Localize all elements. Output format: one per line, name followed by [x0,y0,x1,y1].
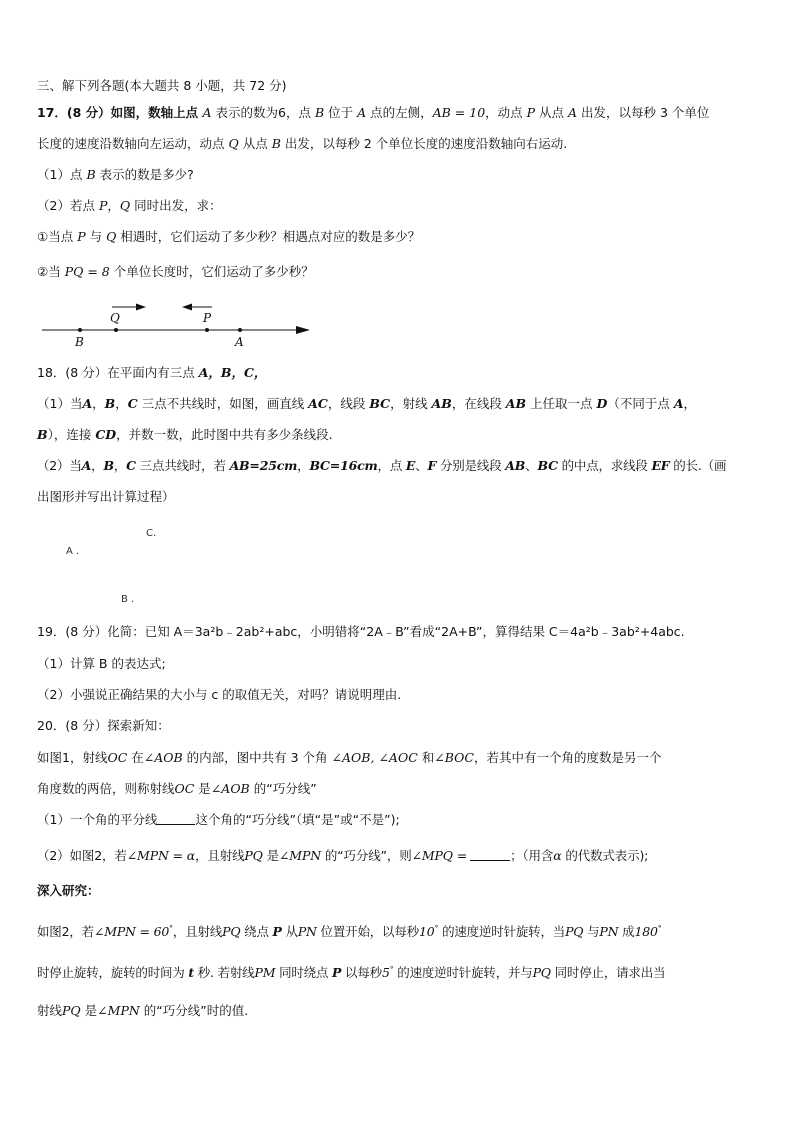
answer-blank-2[interactable] [470,848,510,861]
q18-point-B: B . [121,594,135,605]
q20-text: 位置开始，以每秒 [316,924,419,940]
q18-text: 分别是线段 [436,458,506,473]
q17-text: 相遇时，它们运动了多少秒？相遇点对应的数是多少？ [116,229,421,244]
math-angle-MPQ: ∠MPQ = [411,848,468,863]
math-Q: Q [228,136,239,151]
q18-text: ， [92,396,105,411]
math-BC: BC [369,396,391,411]
math-eq: PQ = 8 [64,264,110,279]
q18-text: ），连接 [47,427,96,442]
q20-line-9 [37,1003,248,1019]
q20-text: 同时绕点 [275,965,333,981]
math-angle-BOC: ∠BOC [434,750,474,765]
q18-point-C: C. [146,528,157,539]
q20-text: ，且射线 [195,848,245,863]
q17-text: 从点 [535,105,569,120]
degree-symbol: ° [657,924,662,933]
q17-text: 出发，以每秒 2 个单位长度的速度沿数轴向右运动. [280,136,568,151]
q20-text: 的“巧分线” [249,781,317,796]
q20-text: 这个角的“巧分线”（填“是”或“不是”); [195,812,400,827]
q18-text: ， [297,458,310,473]
q20-text: （2）如图2，若 [37,848,127,863]
label-A: A [235,335,244,349]
q17-text: 位于 [324,105,358,120]
q18-text: 18．(8 分）在平面内有三点 [37,365,199,380]
q18-text: 上任取一点 [526,396,597,411]
math-CD: CD [95,427,117,442]
q20-text: 的速度逆时针旋转，当 [438,924,566,940]
q20-line-8 [37,962,665,981]
q17-line-3 [37,167,194,183]
degree-symbol: ° [434,924,439,933]
q17-line-5 [37,229,420,245]
q17-text: ， [107,198,120,213]
math-P: P [332,965,342,981]
math-angle-AOB: ∠AOB, [331,750,375,765]
q17-text: 17．(8 分）如图，数轴上点 [37,105,203,120]
math-OC: OC [107,750,128,765]
math-OC: OC [174,781,195,796]
label-Q: Q [110,311,120,325]
math-AB-length: AB=25cm [229,458,298,473]
q20-text: 是 [194,781,211,796]
math-P: P [77,229,86,244]
q18-line-3 [37,427,333,443]
math-B: B [37,427,48,442]
q20-text: 的“巧分线”，则 [321,848,412,863]
math-D: D [596,396,608,411]
math-angle-MPN: ∠MPN [278,848,321,863]
q19-line-2: （1）计算 B 的表达式; [37,656,166,671]
q18-text: 的长.（画 [669,458,727,473]
q18-text: ，射线 [390,396,432,411]
math-PQ: PQ [222,924,241,940]
q20-text: ，若其中有一个角的度数是另一个 [473,750,662,765]
q17-line-4 [37,198,222,214]
degree-symbol: ° [169,924,173,933]
q20-text: 是 [80,1003,98,1018]
math-PQ: PQ [532,965,551,981]
math-5: 5 [381,965,390,981]
q18-text: ，线段 [327,396,370,411]
q18-text: （不同于点 [607,396,674,411]
q18-point-A: A . [66,546,80,557]
q17-text: ①当点 [37,229,78,244]
q20-text: 同时停止，请求出当 [550,965,666,981]
q19-line-1: 19．(8 分）化简：已知 A＝3a²b﹣2ab²+abc，小明错将“2A﹣B”看成“2A+B”，算得结果 C＝4a²b﹣3ab²+4abc. [37,624,685,639]
math-A: A [357,105,367,120]
q17-text: 出发，以每秒 3 个单位 [577,105,710,120]
q20-text: 射线 [37,1003,63,1018]
q17-text: 个单位长度时，它们运动了多少秒？ [109,264,314,279]
q19-line-3: （2）小强说正确结果的大小与 c 的取值无关，对吗？请说明理由. [37,687,402,702]
q18-text: ， [683,396,697,411]
arrow-left-head [182,304,192,311]
math-A: A [81,458,92,473]
q17-text: 与 [85,229,107,244]
math-AC: AC [308,396,328,411]
point-A-dot [238,328,242,332]
math-C: C [127,396,138,411]
math-P: P [272,924,282,940]
q17-text: 长度的速度沿数轴向左运动，动点 [37,136,229,151]
q20-text: 是 [262,848,279,863]
math-E: E [405,458,416,473]
q20-text: 成 [618,924,635,940]
math-B: B [103,458,114,473]
math-A: A [202,105,212,120]
arrow-right-head [136,304,146,311]
q17-text: （1）点 [37,167,87,182]
q20-text: ，且射线 [172,924,223,940]
answer-blank-1[interactable] [157,812,195,825]
math-C: C [126,458,136,473]
q17-line-2 [37,136,567,152]
point-Q-dot [114,328,118,332]
q17-text: 同时出发，求： [130,198,222,213]
q20-text: 秒. 若射线 [193,965,255,981]
math-P: P [98,198,108,213]
q17-text: 从点 [238,136,272,151]
q20-line-2 [37,750,662,766]
q18-text: ，在线段 [451,396,506,411]
math-180: 180 [634,924,658,940]
label-B: B [75,335,84,349]
q20-text: 的“巧分线”时的值. [139,1003,249,1018]
q20-line-3 [37,781,317,797]
math-AB: AB [431,396,452,411]
q20-line-5 [37,848,648,864]
q17-text: 点的左侧， [366,105,433,120]
point-P-dot [205,328,209,332]
math-points: A，B，C， [198,365,267,380]
q18-text: （2）当 [37,458,82,473]
math-eq: AB = 10 [432,105,486,120]
q20-text: 在 [127,750,144,765]
section-title: 三、解下列各题(本大题共 8 小题，共 72 分) [37,78,287,93]
q20-text: ；（用含 [510,848,554,863]
q20-text: 如图2，若 [37,924,94,940]
q18-text: ， [113,458,127,473]
math-B: B [104,396,116,411]
math-B: B [86,167,96,182]
q20-text: 角度数的两倍，则称射线 [37,781,175,796]
math-B: B [271,136,281,151]
math-AB: AB [505,396,527,411]
q20-text: 从 [281,924,298,940]
q18-text: ， [91,458,104,473]
math-Q: Q [119,198,131,213]
math-PQ: PQ [62,1003,81,1018]
math-angle-AOB: ∠AOB [143,750,183,765]
q18-text: ，点 [377,458,406,473]
q17-text: 表示的数为6，点 [211,105,315,120]
q18-text: 三点不共线时，如图，画直线 [137,396,309,411]
math-BC: BC [537,458,558,473]
q17-line-1 [37,105,709,121]
label-P: P [203,311,212,325]
math-PQ: PQ [565,924,584,940]
math-PQ: PQ [244,848,263,863]
math-P: P [526,105,536,120]
q18-text: 、 [415,458,428,473]
q20-text: 和 [417,750,435,765]
math-EF: EF [651,458,670,473]
number-line-arrowhead [296,326,310,334]
q20-line-7 [37,921,662,940]
q17-text: ，动点 [485,105,527,120]
math-Q: Q [106,229,117,244]
q17-line-6 [37,264,314,280]
q20-text: 与 [583,924,600,940]
math-AB: AB [505,458,526,473]
q20-text: 的内部，图中共有 3 个角 [182,750,332,765]
math-angle-MPN-60: ∠MPN = 60 [93,924,170,940]
q18-line-1 [37,365,266,381]
q20-subheading: 深入研究： [37,883,100,898]
q17-text: 表示的数是多少? [95,167,194,182]
q17-text: ②当 [37,264,65,279]
math-angle-MPN-alpha: ∠MPN = α [126,848,196,863]
q20-text: 如图1，射线 [37,750,108,765]
math-B: B [314,105,325,120]
q18-text: ， [115,396,128,411]
q18-text: 、 [525,458,538,473]
q18-line-2 [37,396,696,412]
q20-text: （1）一个角的平分线 [37,812,158,827]
point-B-dot [78,328,82,332]
q18-line-5 [37,489,175,505]
q20-line-1: 20．(8 分）探索新知： [37,718,170,733]
math-PM: PM [254,965,276,981]
math-A: A [568,105,578,120]
q18-text: 的中点，求线段 [557,458,652,473]
math-A: A [82,396,93,411]
q20-text: 时停止旋转，旋转的时间为 [37,965,189,981]
math-BC-length: BC=16cm [309,458,378,473]
q18-line-4 [37,458,726,474]
number-line-figure [30,296,320,352]
q18-text: ，并数一数，此时图中共有多少条线段. [116,427,333,442]
q20-text: 的速度逆时针旋转，并与 [393,965,533,981]
degree-symbol: ° [389,965,394,974]
q20-text: 以每秒 [341,965,382,981]
math-t: t [188,965,194,981]
q20-text: 的代数式表示); [561,848,649,863]
math-F: F [427,458,437,473]
math-PN: PN [297,924,317,940]
math-A: A [673,396,684,411]
math-angle-MPN: ∠MPN [97,1003,140,1018]
math-10: 10 [418,924,435,940]
q18-text: 出图形并写出计算过程） [37,489,175,504]
math-alpha: α [553,848,562,863]
q18-text: （1）当 [37,396,83,411]
math-angle-AOB: ∠AOB [210,781,250,796]
q20-line-4 [37,812,400,828]
q18-text: 三点共线时，若 [135,458,230,473]
math-angle-AOC: ∠AOC [378,750,418,765]
math-PN: PN [599,924,619,940]
q17-text: （2）若点 [37,198,99,213]
q20-text: 绕点 [240,924,273,940]
